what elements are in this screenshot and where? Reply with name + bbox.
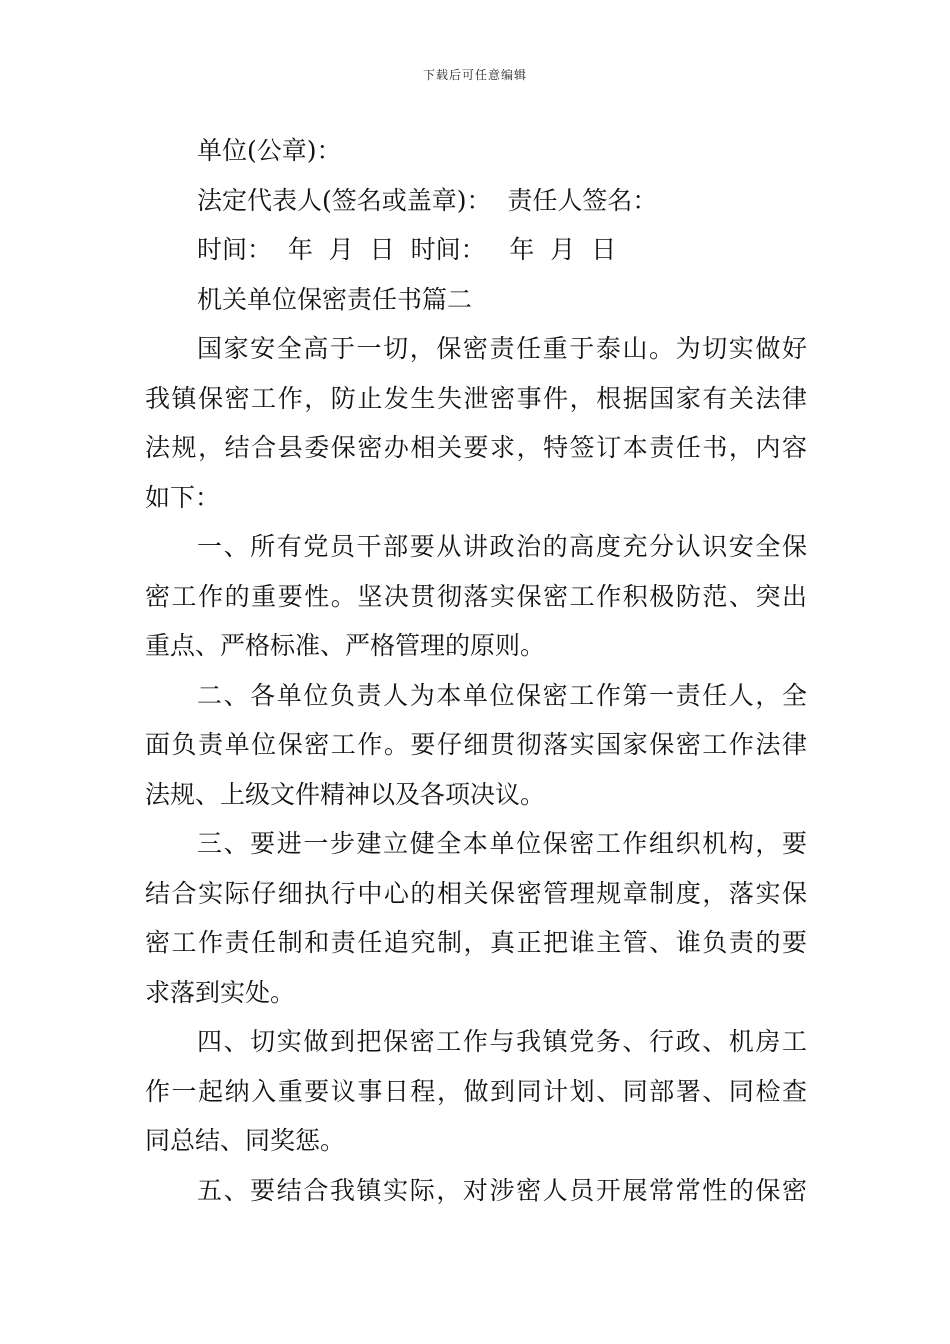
paragraph-line: 重点、严格标准、严格管理的原则。 [145, 631, 546, 660]
paragraph-line: 求落到实处。 [145, 977, 296, 1007]
section-title: 机关单位保密责任书篇二 [197, 284, 473, 314]
paragraph-line: 如下： [145, 482, 221, 512]
paragraph-line: 作一起纳入重要议事日程，做到同计划、同部署、同检查 [145, 1076, 807, 1106]
paragraph-line: 密工作的重要性。坚决贯彻落实保密工作积极防范、突出 [145, 581, 807, 611]
document-body [145, 126, 807, 1215]
paragraph-line: 密工作责任制和责任追究制，真正把谁主管、谁负责的要 [145, 928, 807, 957]
paragraph-line: 二、各单位负责人为本单位保密工作第一责任人，全 [197, 680, 807, 710]
paragraph-line: 我镇保密工作，防止发生失泄密事件，根据国家有关法律 [145, 383, 807, 413]
paragraph-line: 四、切实做到把保密工作与我镇党务、行政、机房工 [197, 1027, 807, 1056]
signature-unit-line: 单位(公章)： [197, 136, 342, 165]
paragraph-line: 三、要进一步建立健全本单位保密工作组织机构，要 [197, 829, 807, 858]
header-note: 下载后可任意编辑 [422, 68, 527, 82]
signature-date-line: 时间： 年 月 日 时间： 年 月 日 [197, 235, 617, 264]
paragraph-line: 同总结、同奖惩。 [145, 1126, 346, 1155]
paragraph-line: 法规、上级文件精神以及各项决议。 [145, 779, 546, 809]
paragraph-line: 面负责单位保密工作。要仔细贯彻落实国家保密工作法律 [145, 730, 807, 759]
paragraph-line: 法规，结合县委保密办相关要求，特签订本责任书，内容 [145, 433, 807, 462]
paragraph-line: 结合实际仔细执行中心的相关保密管理规章制度，落实保 [145, 878, 807, 908]
paragraph-line: 五、要结合我镇实际，对涉密人员开展常常性的保密 [197, 1175, 807, 1205]
signature-representative-line: 法定代表人(签名或盖章)： 责任人签名： [197, 185, 658, 215]
paragraph-line: 一、所有党员干部要从讲政治的高度充分认识安全保 [197, 532, 807, 561]
paragraph-line: 国家安全高于一切，保密责任重于泰山。为切实做好 [197, 334, 807, 363]
